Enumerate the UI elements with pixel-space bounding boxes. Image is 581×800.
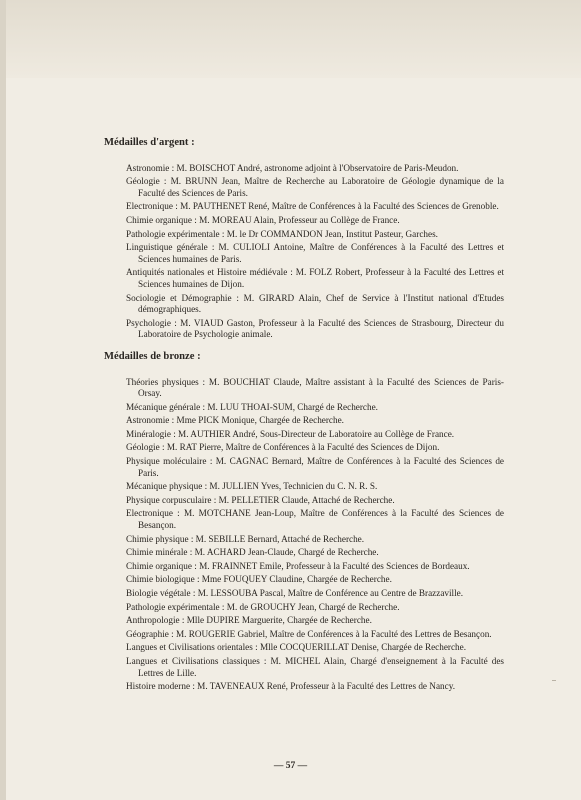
list-item: Chimie minérale : M. ACHARD Jean-Claude, Chargé de Recherche. xyxy=(126,547,379,558)
list-item: Théories physiques : M. BOUCHIAT Claude, Maître assistant à la Faculté des Sciences de Paris-Orsay. xyxy=(126,376,504,399)
page-binding-edge xyxy=(0,0,6,800)
list-item: Mécanique générale : M. LUU THOAI-SUM, Chargé de Recherche. xyxy=(126,401,378,412)
list-item: Géographie : M. ROUGERIE Gabriel, Maître de Conférences à la Faculté des Lettres de Besançon. xyxy=(126,628,492,639)
list-item: Minéralogie : M. AUTHIER André, Sous-Directeur de Laboratoire au Collège de France. xyxy=(126,428,455,439)
list-item: Pathologie expérimentale : M. le Dr COMMANDON Jean, Institut Pasteur, Garches. xyxy=(126,228,438,239)
bronze-medal-list xyxy=(104,377,504,693)
document-body xyxy=(104,137,504,695)
page-top-shadow xyxy=(0,0,581,78)
list-item: Astronomie : M. BOISCHOT André, astronome adjoint à l'Observatoire de Paris-Meudon. xyxy=(126,162,459,173)
list-item: Electronique : M. MOTCHANE Jean-Loup, Maître de Conférences à la Faculté des Sciences de Besançon. xyxy=(126,508,504,531)
list-item: Electronique : M. PAUTHENET René, Maître de Conférences à la Faculté des Sciences de Grenoble. xyxy=(126,201,499,212)
list-item: Physique moléculaire : M. CAGNAC Bernard, Maître de Conférences à la Faculté des Sciences de Paris. xyxy=(126,456,504,478)
list-item: Biologie végétale : M. LESSOUBA Pascal, Maître de Conférence au Centre de Brazzaville. xyxy=(126,588,464,598)
list-item: Astronomie : Mme PICK Monique, Chargée de Recherche. xyxy=(126,415,344,426)
list-item: Mécanique physique : M. JULLIEN Yves, Technicien du C. N. R. S. xyxy=(126,481,378,492)
list-item: Psychologie : M. VIAUD Gaston, Professeur à la Faculté des Sciences de Strasbourg, Directeur du Laboratoire de Psychologie animale. xyxy=(126,317,504,340)
list-item: Géologie : M. BRUNN Jean, Maître de Recherche au Laboratoire de Géologie dynamique de la Faculté des Sciences de Paris. xyxy=(126,176,504,198)
list-item: Physique corpusculaire : M. PELLETIER Claude, Attaché de Recherche. xyxy=(126,494,395,505)
list-item: Sociologie et Démographie : M. GIRARD Alain, Chef de Service à l'Institut national d'Etudes démographiques. xyxy=(126,292,504,315)
list-item: Langues et Civilisations orientales : Mlle COCQUERILLAT Denise, Chargée de Recherche. xyxy=(126,642,467,653)
list-item: Chimie physique : M. SEBILLE Bernard, Attaché de Recherche. xyxy=(126,533,365,544)
list-item: Histoire moderne : M. TAVENEAUX René, Professeur à la Faculté des Lettres de Nancy. xyxy=(126,681,455,692)
list-item: Langues et Civilisations classiques : M. MICHEL Alain, Chargé d'enseignement à la Faculté des Lettres de Lille. xyxy=(126,655,504,678)
list-item: Antiquités nationales et Histoire médiévale : M. FOLZ Robert, Professeur à la Faculté des Lettres et Sciences humaines de Dijon. xyxy=(126,267,504,289)
list-item: Anthropologie : Mlle DUPIRE Marguerite, Chargée de Recherche. xyxy=(126,615,372,626)
list-item: Chimie biologique : Mme FOUQUEY Claudine, Chargée de Recherche. xyxy=(126,574,392,585)
section-title-silver-medals: Médailles d'argent : xyxy=(104,137,195,148)
section-title-bronze-medals: Médailles de bronze : xyxy=(104,350,201,362)
list-item: Géologie : M. RAT Pierre, Maître de Conférences à la Faculté des Sciences de Dijon. xyxy=(126,442,440,453)
page-number: — 57 — xyxy=(273,761,308,771)
list-item: Pathologie expérimentale : M. de GROUCHY Jean, Chargé de Recherche. xyxy=(126,601,400,612)
list-item: Chimie organique : M. FRAINNET Emile, Professeur à la Faculté des Sciences de Bordeaux. xyxy=(126,560,470,571)
list-item: Chimie organique : M. MOREAU Alain, Professeur au Collège de France. xyxy=(126,214,400,225)
scan-mark xyxy=(552,680,556,681)
silver-medal-list xyxy=(104,163,504,341)
list-item: Linguistique générale : M. CULIOLI Antoine, Maître de Conférences à la Faculté des Lettres et Sciences humaines de Paris. xyxy=(126,242,504,264)
